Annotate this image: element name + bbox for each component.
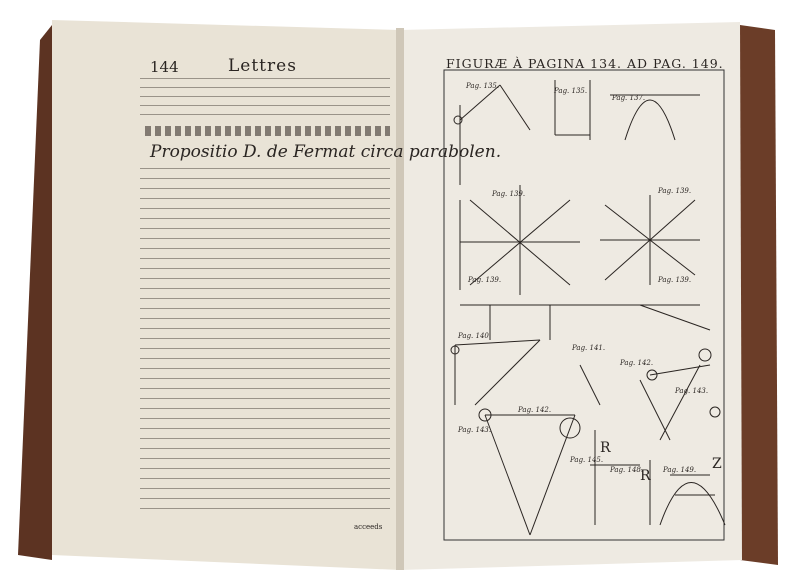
svg-text:Pag. 148.: Pag. 148. xyxy=(610,466,644,474)
svg-text:Pag. 139.: Pag. 139. xyxy=(658,276,692,284)
svg-text:Pag. 145.: Pag. 145. xyxy=(570,456,604,464)
svg-text:Pag. 149.: Pag. 149. xyxy=(663,466,697,474)
svg-text:Pag. 139.: Pag. 139. xyxy=(492,190,526,198)
section-title: Propositio D. de Fermat circa parabolen. xyxy=(150,142,502,162)
running-head: Lettres xyxy=(228,56,297,76)
page-number: 144 xyxy=(150,58,179,76)
svg-text:Pag. 141.: Pag. 141. xyxy=(572,344,606,352)
letter-z: Z xyxy=(712,456,722,472)
catchword: acceeds xyxy=(354,523,383,531)
svg-text:Pag. 142.: Pag. 142. xyxy=(620,359,654,367)
svg-text:Pag. 143.: Pag. 143. xyxy=(458,426,492,434)
svg-text:Pag. 139.: Pag. 139. xyxy=(468,276,502,284)
svg-text:Pag. 137.: Pag. 137. xyxy=(612,94,646,102)
figures-title: FIGURÆ À PAGINA 134. AD PAG. 149. xyxy=(446,56,724,71)
letter-r-1: R xyxy=(600,440,611,456)
svg-text:Pag. 135.: Pag. 135. xyxy=(554,87,588,95)
fig-label: Pag. 135. xyxy=(466,82,500,90)
ornament-divider xyxy=(145,126,390,136)
svg-text:Pag. 142.: Pag. 142. xyxy=(518,406,552,414)
letter-r-2: R xyxy=(640,468,651,484)
svg-text:Pag. 140.: Pag. 140. xyxy=(458,332,492,340)
svg-text:Pag. 139.: Pag. 139. xyxy=(658,187,692,195)
geometric-figures-plate xyxy=(400,20,740,560)
svg-text:Pag. 143.: Pag. 143. xyxy=(675,387,709,395)
